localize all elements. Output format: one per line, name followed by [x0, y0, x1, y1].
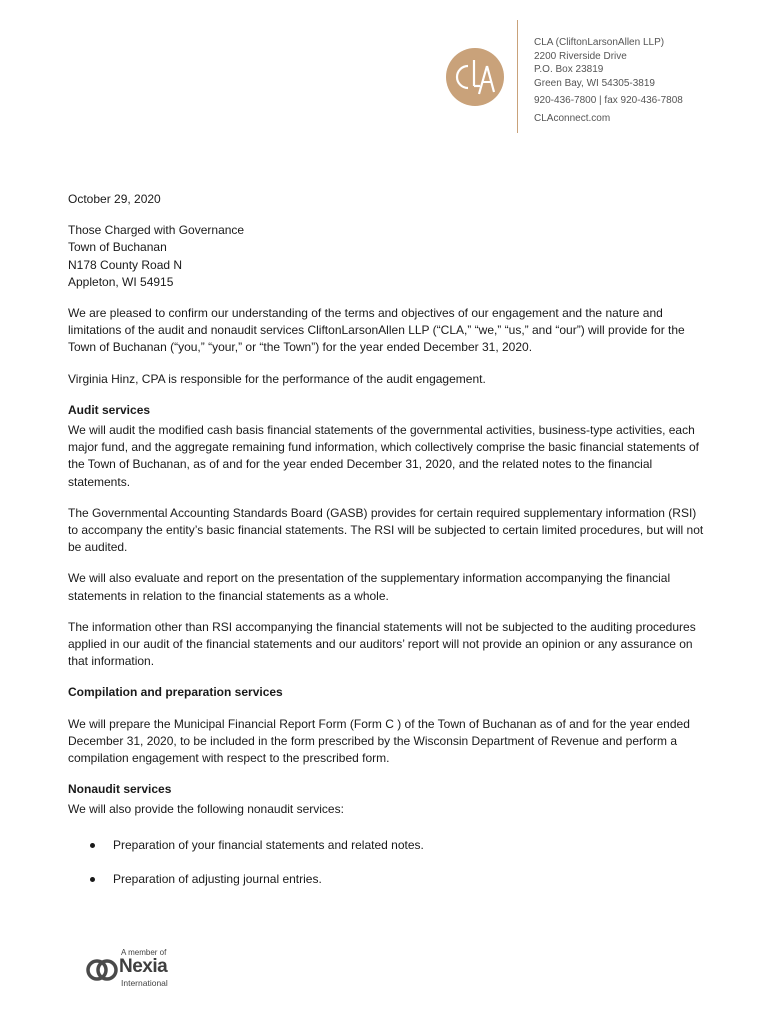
list-item	[68, 871, 704, 888]
member-of-label: A member of	[121, 948, 167, 957]
audit-paragraph-2: The Governmental Accounting Standards Board (GASB) provides for certain required supplementary information (RSI) to accompany the entity’s basic financial statements. The RSI will be subjected to certain limited procedures, but will not be audited.	[68, 505, 704, 555]
recipient-address	[68, 222, 704, 291]
recipient-line-1: Those Charged with Governance	[68, 223, 245, 238]
recipient-line-2: Town of Buchanan	[68, 240, 167, 255]
phone-fax: 920-436-7800 | fax 920-436-7808	[534, 95, 683, 106]
nexia-brand: Nexia	[119, 956, 168, 977]
bullet-icon	[90, 843, 95, 848]
audit-paragraph-1: We will audit the modified cash basis financial statements of the governmental activities, business-type activities, each major fund, and the aggregate remaining fund information, which collectively comprise the basic financial statements of the Town of Buchanan, as of and for the year ended December 31, 2020, and the related notes to the financial statements.	[68, 423, 700, 489]
nonaudit-heading: Nonaudit services	[68, 782, 172, 797]
international-label: International	[121, 978, 168, 988]
nonaudit-list	[68, 837, 704, 888]
bullet-icon	[90, 877, 95, 882]
firm-contact-block	[534, 36, 764, 125]
letter-body	[68, 191, 704, 905]
compilation-heading: Compilation and preparation services	[68, 685, 283, 700]
list-item-text: Preparation of your financial statements and related notes.	[113, 837, 424, 852]
address-line-1: 2200 Riverside Drive	[534, 50, 627, 62]
audit-paragraph-3: We will also evaluate and report on the presentation of the supplementary information accompanying the financial statements in relation to the financial statements as a whole.	[68, 571, 671, 603]
city-state-zip: Green Bay, WI 54305-3819	[534, 77, 655, 89]
address-line-2: P.O. Box 23819	[534, 64, 604, 75]
firm-name: CLA (CliftonLarsonAllen LLP)	[534, 37, 665, 48]
cla-logo	[446, 48, 504, 106]
nexia-symbol-icon	[86, 954, 118, 986]
recipient-line-4: Appleton, WI 54915	[68, 274, 174, 289]
letterhead-divider	[517, 20, 518, 133]
list-item-text: Preparation of adjusting journal entries.	[113, 871, 322, 886]
responsible-paragraph: Virginia Hinz, CPA is responsible for the performance of the audit engagement.	[68, 371, 486, 386]
recipient-line-3: N178 County Road N	[68, 257, 183, 272]
website-link[interactable]: CLAconnect.com	[534, 112, 611, 124]
audit-services-heading: Audit services	[68, 402, 151, 417]
nonaudit-intro: We will also provide the following nonaudit services:	[68, 802, 344, 817]
list-item	[68, 837, 704, 854]
intro-paragraph: We are pleased to confirm our understanding of the terms and objectives of our engagement and the nature and limitations of the audit and nonaudit services CliftonLarsonAllen LLP (“CLA,” “we,” “us,” and “our”) will provide for the Town of Buchanan (“you,” “your,” or “the Town”) for the year ended December 31, 2020.	[68, 306, 685, 355]
letter-date: October 29, 2020	[68, 192, 161, 206]
compilation-paragraph: We will prepare the Municipal Financial Report Form (Form C ) of the Town of Buchanan as of and for the year ended December 31, 2020, to be included in the form prescribed by the Wisconsin Department of Revenue and perform a compilation engagement with respect to the prescribed form.	[68, 716, 690, 766]
nexia-logo	[86, 946, 196, 990]
audit-paragraph-4: The information other than RSI accompanying the financial statements will not be subjected to the auditing procedures applied in our audit of the financial statements and our auditors’ report will not provide an opinion or any assurance on that information.	[68, 619, 696, 669]
